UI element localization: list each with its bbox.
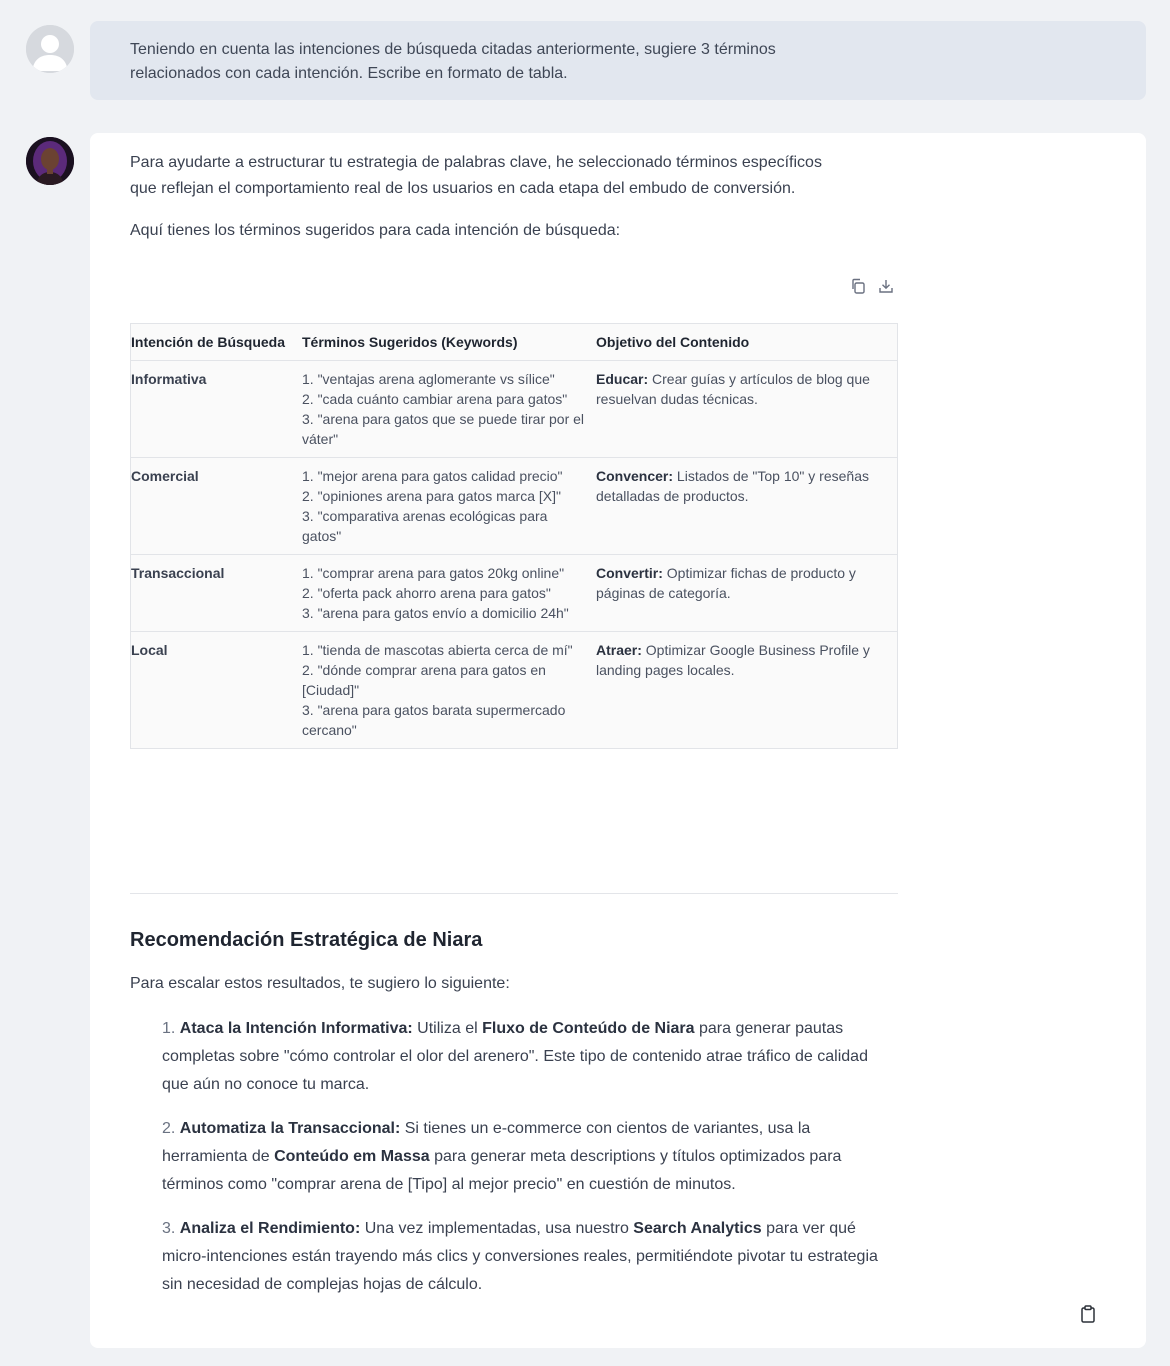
table-header-keywords: Términos Sugeridos (Keywords) <box>302 324 596 361</box>
objective-label: Educar: <box>596 371 649 387</box>
list-item <box>162 1215 892 1299</box>
table-intro-paragraph: Aquí tienes los términos sugeridos para cada intención de búsqueda: <box>130 222 621 239</box>
download-icon[interactable] <box>878 278 894 294</box>
intent-cell: Informativa <box>131 361 302 458</box>
assistant-message-card <box>90 133 1146 1348</box>
list-item-highlight: Fluxo de Conteúdo de Niara <box>482 1020 695 1037</box>
keywords-cell <box>302 555 596 632</box>
objective-text: Crear guías y artículos de blog que resuelvan dudas técnicas. <box>596 371 870 407</box>
keywords-cell <box>302 632 596 749</box>
table-row <box>131 458 897 555</box>
keywords-cell <box>302 361 596 458</box>
keyword-item: 1. "mejor arena para gatos calidad precio" <box>302 468 563 484</box>
keywords-cell <box>302 458 596 555</box>
list-item-text: Utiliza el <box>412 1020 483 1037</box>
list-item-lead: Analiza el Rendimiento: <box>179 1220 361 1237</box>
table-toolbar <box>850 278 894 294</box>
list-item-text: para generar meta descriptions y títulos optimizados para términos como "comprar arena de [Tipo] al mejor precio" en cuestión de minutos. <box>162 1148 842 1193</box>
list-item-text: Si tienes un e-commerce con cientos de variantes, usa la herramienta de <box>162 1120 811 1165</box>
copy-icon[interactable] <box>850 278 866 294</box>
keyword-item: 3. "arena para gatos que se puede tirar por el váter" <box>302 411 585 447</box>
keyword-item: 3. "arena para gatos barata supermercado cercano" <box>302 702 566 738</box>
list-item-number: 2. <box>162 1120 176 1137</box>
list-item-lead: Automatiza la Transaccional: <box>179 1120 401 1137</box>
assistant-avatar <box>26 137 74 185</box>
assistant-avatar-icon <box>26 137 74 185</box>
keyword-item: 1. "ventajas arena aglomerante vs sílice" <box>302 371 555 387</box>
keyword-item: 1. "tienda de mascotas abierta cerca de mí" <box>302 642 573 658</box>
table-header-objective: Objetivo del Contenido <box>596 324 897 361</box>
section-divider <box>130 893 898 894</box>
table-header-intent: Intención de Búsqueda <box>131 324 302 361</box>
list-item-number: 1. <box>162 1020 176 1037</box>
intro-paragraph <box>130 150 898 202</box>
objective-text: Listados de "Top 10" y reseñas detalladas de productos. <box>596 468 869 504</box>
table-header-row <box>131 324 897 361</box>
list-item-text: Una vez implementadas, usa nuestro <box>360 1220 634 1237</box>
assistant-message-content <box>130 150 898 1293</box>
keyword-item: 2. "opiniones arena para gatos marca [X]" <box>302 488 561 504</box>
user-message-line-1: Teniendo en cuenta las intenciones de búsqueda citadas anteriormente, sugiere 3 términos <box>130 41 776 58</box>
intent-cell: Transaccional <box>131 555 302 632</box>
keyword-item: 2. "oferta pack ahorro arena para gatos" <box>302 585 551 601</box>
objective-label: Atraer: <box>596 642 642 658</box>
list-item-highlight: Search Analytics <box>633 1220 762 1237</box>
keywords-table <box>130 323 898 749</box>
objective-label: Convertir: <box>596 565 663 581</box>
recommendation-title: Recomendación Estratégica de Niara <box>130 929 483 951</box>
user-message-line-2: relacionados con cada intención. Escribe en formato de tabla. <box>130 65 568 82</box>
objective-cell <box>596 458 897 555</box>
table-row <box>131 361 897 458</box>
keyword-item: 2. "dónde comprar arena para gatos en [Ciudad]" <box>302 662 546 698</box>
intro-line-1: Para ayudarte a estructurar tu estrategia de palabras clave, he seleccionado términos específicos <box>130 154 822 171</box>
list-item-highlight: Conteúdo em Massa <box>274 1148 430 1165</box>
intent-cell: Local <box>131 642 168 658</box>
keyword-item: 3. "comparativa arenas ecológicas para gatos" <box>302 508 548 544</box>
objective-label: Convencer: <box>596 468 674 484</box>
keyword-item: 3. "arena para gatos envío a domicilio 24h" <box>302 605 569 621</box>
objective-cell <box>596 555 897 632</box>
list-item-lead: Ataca la Intención Informativa: <box>179 1020 413 1037</box>
user-avatar <box>26 25 74 73</box>
list-item-number: 3. <box>162 1220 176 1237</box>
recommendation-list <box>162 1015 892 1315</box>
recommendation-intro: Para escalar estos resultados, te sugiero lo siguiente: <box>130 975 510 992</box>
user-avatar-placeholder-icon <box>26 25 74 73</box>
objective-text: Optimizar Google Business Profile y landing pages locales. <box>596 642 870 678</box>
list-item-text: para generar pautas completas sobre "cómo controlar el olor del arenero". Este tipo de contenido atrae tráfico de calidad que aún no conoce tu marca. <box>162 1020 868 1093</box>
keyword-item: 1. "comprar arena para gatos 20kg online" <box>302 565 565 581</box>
intent-cell: Comercial <box>131 458 302 555</box>
user-message-bubble <box>90 21 1146 100</box>
list-item <box>162 1015 892 1099</box>
objective-text: Optimizar fichas de producto y páginas de categoría. <box>596 565 856 601</box>
list-item-text: para ver qué micro-intenciones están trayendo más clics y conversiones reales, permitiéndote pivotar tu estrategia sin necesidad de complejas hojas de cálculo. <box>162 1220 878 1293</box>
list-item <box>162 1115 892 1199</box>
table-row <box>131 555 897 632</box>
intro-line-2: que reflejan el comportamiento real de los usuarios en cada etapa del embudo de conversión. <box>130 180 796 197</box>
objective-cell <box>596 361 897 458</box>
table-row <box>131 632 897 749</box>
keyword-item: 2. "cada cuánto cambiar arena para gatos" <box>302 391 568 407</box>
objective-cell <box>596 632 897 749</box>
clipboard-icon[interactable] <box>1080 1305 1096 1323</box>
